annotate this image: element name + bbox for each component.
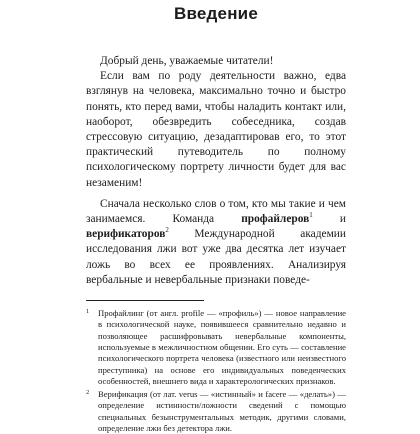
footnote-ref-1: 1 [309, 211, 313, 220]
footnote-marker: 2 [86, 389, 90, 397]
footnote-divider [86, 300, 204, 301]
body-text [86, 54, 346, 288]
footnote-ref-2: 2 [165, 226, 169, 235]
term-verifiers: верификаторов [86, 228, 166, 241]
team-paragraph-conjunction: и [312, 213, 346, 226]
footnote-text: Профайлинг (от англ. profile — «профиль») — новое направление в психологической науке, появившееся сравнительно недавно и позволяющее расшифровывать невербальные компоненты, используемые в межличностном общении. Его суть — составление психологического портрета человека (известного или неизвестного преступника) на основе его индивидуальных поведенческих особенностей, внешнего вида и характерологических признаков. [98, 308, 346, 386]
footnotes [86, 308, 346, 434]
footnote-text: Верификация (от лат. verus — «истинный» и facere — «делать») — определение истинности/ложности сведений с помощью специальных безынструментальных методик, другими словами, определение лжи без детектора лжи. [98, 389, 346, 434]
team-paragraph-lead: Сначала несколько слов о том, кто мы такие и чем занимаемся. Команда [86, 197, 346, 226]
term-profilers: профайлеров [241, 213, 310, 226]
intro-paragraph: Если вам по роду деятельности важно, едва взглянув на человека, максимально точно и быстро понять, кто перед вами, чтобы наладить контакт или, наоборот, обезвредить собеседника, создав стрессовую ситуацию, дезадаптировав его, то этот практический путеводитель по полному психологическому портрету личности будет для вас незаменим! [86, 70, 346, 189]
team-paragraph-rest: Международной академии исследования лжи вот уже два десятка лет изучает ложь во всех ее проявлениях. Анализируя вербальные и невербальные признаки поведе- [86, 228, 346, 286]
greeting-paragraph: Добрый день, уважаемые читатели! [100, 55, 274, 67]
footnote-1 [86, 308, 346, 387]
chapter-title: Введение [174, 4, 258, 23]
footnote-marker: 1 [86, 308, 90, 316]
team-paragraph [86, 197, 346, 288]
footnote-2 [86, 389, 346, 434]
